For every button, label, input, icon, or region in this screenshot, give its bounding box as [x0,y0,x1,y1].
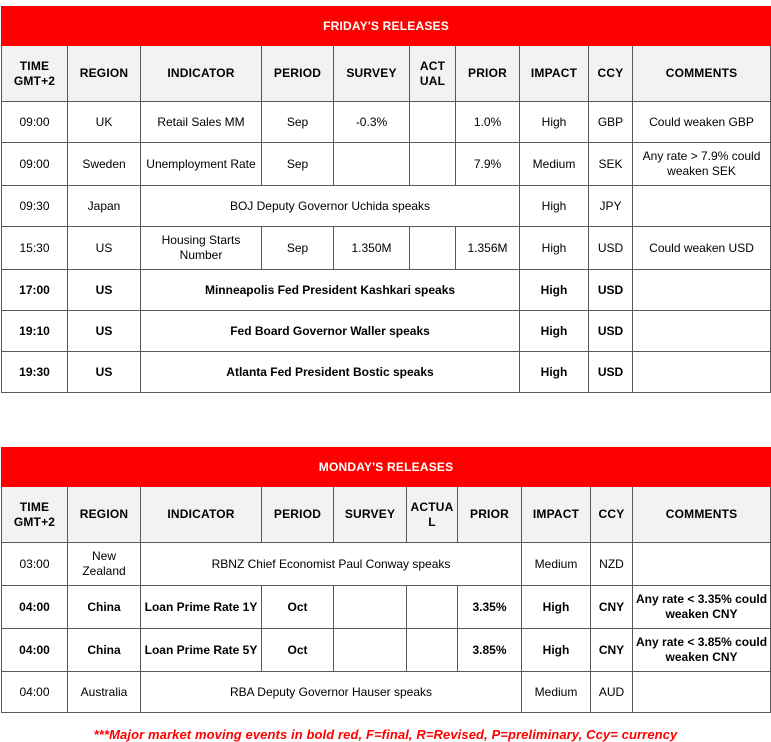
cell-ccy: AUD [591,672,633,713]
table-row [2,227,771,270]
column-header-comments: COMMENTS [633,46,771,102]
cell-time: 09:30 [2,186,68,227]
cell-indicator: Housing Starts Number [141,227,262,270]
cell-period: Sep [262,102,334,143]
cell-comments [633,543,771,586]
table-row [2,543,771,586]
cell-comments [633,672,771,713]
cell-survey [334,143,410,186]
cell-survey [334,629,407,672]
column-header-actual [407,487,458,543]
cell-impact: High [520,227,589,270]
cell-survey: 1.350M [334,227,410,270]
column-header-impact: IMPACT [520,46,589,102]
cell-region: Japan [68,186,141,227]
cell-survey: -0.3% [334,102,410,143]
header-actual-line2: L [428,514,436,529]
cell-ccy: NZD [591,543,633,586]
cell-region: US [68,352,141,393]
column-header-ccy: CCY [591,487,633,543]
cell-time: 17:00 [2,270,68,311]
cell-period: Sep [262,143,334,186]
cell-ccy: USD [589,270,633,311]
cell-actual [410,227,456,270]
column-header-region: REGION [68,46,141,102]
table-row [2,143,771,186]
cell-comments [633,186,771,227]
cell-ccy: JPY [589,186,633,227]
column-header-period: PERIOD [262,487,334,543]
cell-comments [633,270,771,311]
table-row [2,352,771,393]
column-header-prior: PRIOR [458,487,522,543]
header-time-line2: GMT+2 [13,73,56,88]
column-header-time [2,46,68,102]
cell-impact: High [522,586,591,629]
monday-table-body [2,448,771,713]
header-time-line2: GMT+2 [13,514,56,529]
monday-title: MONDAY'S RELEASES [2,448,771,487]
table-row [2,270,771,311]
column-header-impact: IMPACT [522,487,591,543]
monday-title-row [2,448,771,487]
cell-time: 04:00 [2,586,68,629]
header-actual-line1: ACT [419,58,446,73]
monday-releases-table [1,447,771,713]
cell-comments [633,311,771,352]
header-actual-line2: UAL [419,73,446,88]
cell-ccy: USD [589,311,633,352]
table-row [2,186,771,227]
cell-indicator: Retail Sales MM [141,102,262,143]
cell-impact: High [520,311,589,352]
cell-ccy: USD [589,352,633,393]
cell-indicator-merged: Atlanta Fed President Bostic speaks [141,352,520,393]
cell-ccy: SEK [589,143,633,186]
cell-time: 19:10 [2,311,68,352]
column-header-actual [410,46,456,102]
cell-ccy: CNY [591,629,633,672]
cell-time: 09:00 [2,143,68,186]
cell-ccy: USD [589,227,633,270]
cell-indicator-merged: Fed Board Governor Waller speaks [141,311,520,352]
cell-indicator: Loan Prime Rate 1Y [141,586,262,629]
cell-indicator-merged: Minneapolis Fed President Kashkari speaks [141,270,520,311]
cell-prior: 7.9% [456,143,520,186]
cell-region: US [68,270,141,311]
friday-header-row [2,46,771,102]
cell-comments: Any rate < 3.85% could weaken CNY [633,629,771,672]
cell-prior: 1.0% [456,102,520,143]
cell-impact: Medium [522,543,591,586]
cell-indicator-merged: BOJ Deputy Governor Uchida speaks [141,186,520,227]
cell-region: New Zealand [68,543,141,586]
cell-comments: Could weaken GBP [633,102,771,143]
cell-time: 15:30 [2,227,68,270]
friday-releases-table [1,6,771,393]
cell-period: Sep [262,227,334,270]
cell-impact: High [520,270,589,311]
legend-footnote: ***Major market moving events in bold red, F=final, R=Revised, P=preliminary, Ccy= currency [93,727,678,742]
column-header-time [2,487,68,543]
monday-header-row [2,487,771,543]
cell-region: China [68,586,141,629]
cell-indicator: Unemployment Rate [141,143,262,186]
cell-region: Sweden [68,143,141,186]
column-header-ccy: CCY [589,46,633,102]
cell-ccy: GBP [589,102,633,143]
cell-actual [407,629,458,672]
cell-region: Australia [68,672,141,713]
cell-impact: Medium [522,672,591,713]
cell-impact: High [520,102,589,143]
table-gap-spacer [1,393,770,447]
cell-actual [410,143,456,186]
column-header-comments: COMMENTS [633,487,771,543]
cell-comments: Could weaken USD [633,227,771,270]
cell-time: 04:00 [2,629,68,672]
cell-ccy: CNY [591,586,633,629]
cell-prior: 3.35% [458,586,522,629]
cell-indicator-merged: RBNZ Chief Economist Paul Conway speaks [141,543,522,586]
cell-impact: High [520,186,589,227]
cell-time: 03:00 [2,543,68,586]
cell-indicator: Loan Prime Rate 5Y [141,629,262,672]
cell-survey [334,586,407,629]
column-header-region: REGION [68,487,141,543]
cell-period: Oct [262,586,334,629]
header-time-line1: TIME [19,58,50,73]
table-row [2,102,771,143]
cell-region: US [68,311,141,352]
cell-impact: Medium [520,143,589,186]
cell-comments: Any rate > 7.9% could weaken SEK [633,143,771,186]
column-header-survey: SURVEY [334,487,407,543]
table-row [2,586,771,629]
cell-comments [633,352,771,393]
table-row [2,311,771,352]
cell-comments: Any rate < 3.35% could weaken CNY [633,586,771,629]
friday-title-row [2,7,771,46]
cell-actual [410,102,456,143]
column-header-indicator: INDICATOR [141,487,262,543]
column-header-prior: PRIOR [456,46,520,102]
cell-region: UK [68,102,141,143]
header-time-line1: TIME [19,499,50,514]
friday-table-body [2,7,771,393]
cell-actual [407,586,458,629]
cell-period: Oct [262,629,334,672]
cell-prior: 3.85% [458,629,522,672]
cell-time: 04:00 [2,672,68,713]
cell-prior: 1.356M [456,227,520,270]
table-row [2,672,771,713]
cell-region: China [68,629,141,672]
friday-title: FRIDAY'S RELEASES [2,7,771,46]
table-row [2,629,771,672]
cell-time: 09:00 [2,102,68,143]
header-actual-line1: ACTUA [410,499,454,514]
column-header-indicator: INDICATOR [141,46,262,102]
cell-impact: High [520,352,589,393]
column-header-period: PERIOD [262,46,334,102]
cell-region: US [68,227,141,270]
cell-indicator-merged: RBA Deputy Governor Hauser speaks [141,672,522,713]
column-header-survey: SURVEY [334,46,410,102]
cell-impact: High [522,629,591,672]
cell-time: 19:30 [2,352,68,393]
